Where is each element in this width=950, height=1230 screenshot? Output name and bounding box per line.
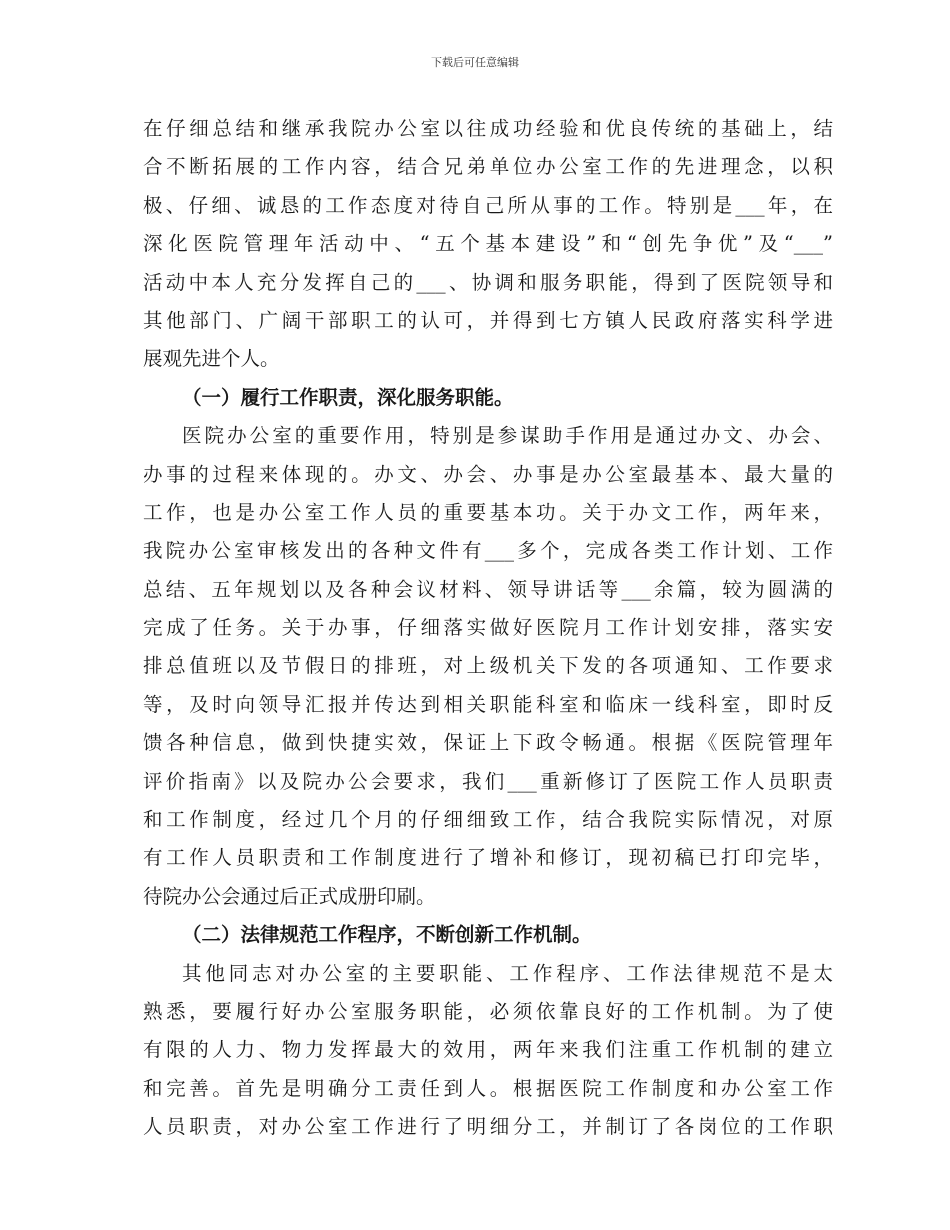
text-line: 和完善。首先是明确分工责任到人。根据医院工作制度和办公室工作 bbox=[143, 1076, 833, 1100]
text-line: 活动中本人充分发挥自己的___、协调和服务职能，得到了医院领导和 bbox=[143, 270, 833, 294]
text-line: 我院办公室审核发出的各种文件有___多个，完成各类工作计划、工作 bbox=[143, 539, 833, 563]
text-line: 医院办公室的重要作用，特别是参谋助手作用是通过办文、办会、 bbox=[182, 424, 833, 448]
text-line: 人员职责，对办公室工作进行了明细分工，并制订了各岗位的工作职 bbox=[143, 1115, 833, 1139]
text-line: 完成了任务。关于办事，仔细落实做好医院月工作计划安排，落实安 bbox=[143, 616, 833, 640]
text-line: 其他部门、广阔干部职工的认可，并得到七方镇人民政府落实科学进 bbox=[143, 308, 833, 332]
text-line: 有工作人员职责和工作制度进行了增补和修订，现初稿已打印完毕， bbox=[143, 846, 833, 870]
body-text bbox=[143, 110, 833, 1147]
text-line: 馈各种信息，做到快捷实效，保证上下政令畅通。根据《医院管理年 bbox=[143, 731, 833, 755]
text-line: 展观先进个人。 bbox=[143, 347, 280, 371]
text-line: 极、仔细、诚恳的工作态度对待自己所从事的工作。特别是___年，在 bbox=[143, 193, 833, 217]
text-line: 等，及时向领导汇报并传达到相关职能科室和临床一线科室，即时反 bbox=[143, 692, 833, 716]
text-line: 合不断拓展的工作内容，结合兄弟单位办公室工作的先进理念，以积 bbox=[143, 155, 833, 179]
text-line: 办事的过程来体现的。办文、办会、办事是办公室最基本、最大量的 bbox=[143, 462, 833, 486]
text-line: 总结、五年规划以及各种会议材料、领导讲话等___余篇，较为圆满的 bbox=[143, 577, 833, 601]
section-heading: （二）法律规范工作程序，不断创新工作机制。 bbox=[182, 923, 592, 947]
text-line: 其他同志对办公室的主要职能、工作程序、工作法律规范不是太 bbox=[182, 961, 833, 985]
text-line: 排总值班以及节假日的排班，对上级机关下发的各项通知、工作要求 bbox=[143, 654, 833, 678]
section-heading: （一）履行工作职责，深化服务职能。 bbox=[182, 385, 514, 409]
text-line: 深化医院管理年活动中、“五个基本建设”和“创先争优”及“___” bbox=[143, 232, 833, 256]
text-line: 评价指南》以及院办公会要求，我们___重新修订了医院工作人员职责 bbox=[143, 769, 833, 793]
text-line: 在仔细总结和继承我院办公室以往成功经验和优良传统的基础上，结 bbox=[143, 117, 833, 140]
text-line: 和工作制度，经过几个月的仔细细致工作，结合我院实际情况，对原 bbox=[143, 808, 833, 832]
text-line: 工作，也是办公室工作人员的重要基本功。关于办文工作，两年来， bbox=[143, 500, 833, 524]
text-line: 有限的人力、物力发挥最大的效用，两年来我们注重工作机制的建立 bbox=[143, 1038, 833, 1062]
text-line: 待院办公会通过后正式成册印刷。 bbox=[143, 884, 436, 908]
header-note: 下载后可任意编辑 bbox=[431, 56, 519, 69]
text-line: 熟悉，要履行好办公室服务职能，必须依靠良好的工作机制。为了使 bbox=[143, 999, 833, 1023]
